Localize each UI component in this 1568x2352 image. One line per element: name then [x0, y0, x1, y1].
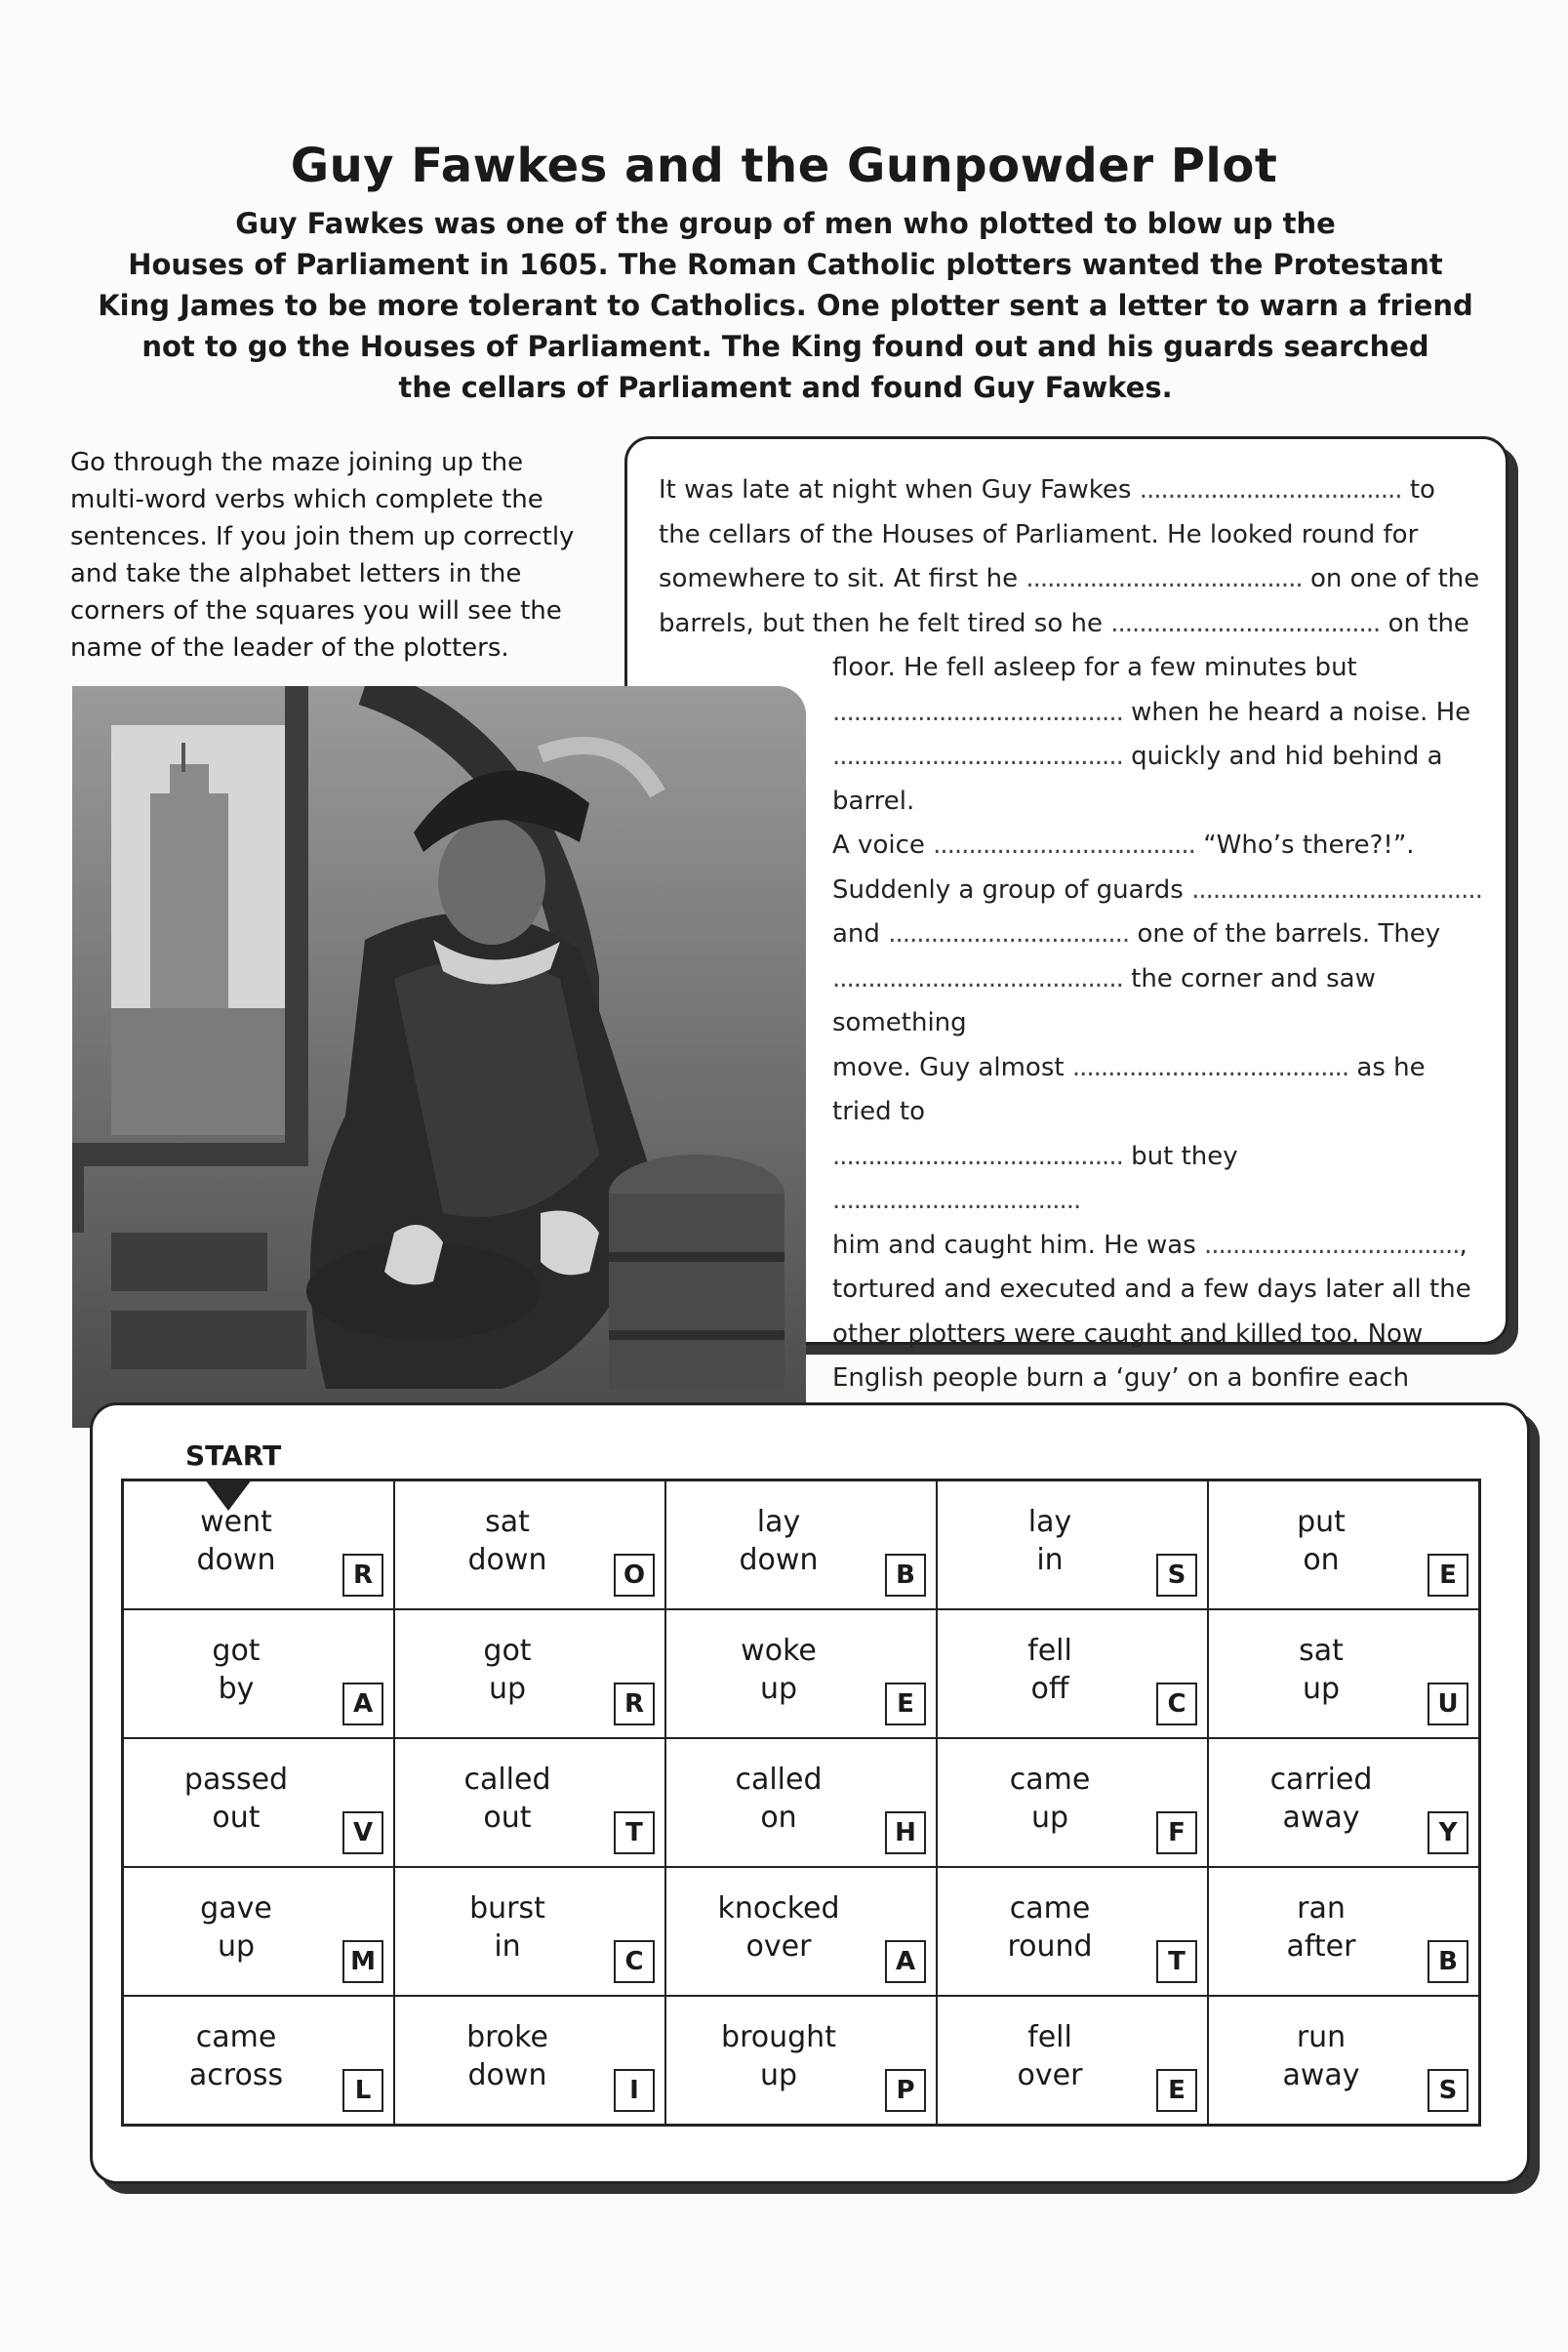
- maze-row: [123, 1480, 1480, 1610]
- verb-word: run: [1296, 2020, 1347, 2054]
- verb-particle: in: [1036, 1543, 1064, 1577]
- answer-blank[interactable]: .....................................: [1139, 475, 1402, 505]
- corner-letter: S: [1156, 1554, 1197, 1597]
- intro-line: not to go the Houses of Parliament. The King found out and his guards searched: [141, 330, 1429, 363]
- guy-fawkes-illustration: [72, 686, 806, 1428]
- story-text-segment: other plotters were caught and killed too. Now: [832, 1318, 1424, 1349]
- story-text-segment: the corner and saw something: [832, 963, 1376, 1037]
- maze-cell[interactable]: [1208, 1738, 1480, 1867]
- verb-particle: on: [760, 1801, 797, 1835]
- verb-particle: out: [483, 1801, 532, 1835]
- instruction-line: sentences. If you join them up correctly: [70, 522, 575, 551]
- verb-word: got: [212, 1634, 261, 1668]
- intro-line: Guy Fawkes was one of the group of men who plotted to blow up the: [235, 207, 1336, 240]
- instructions: [70, 444, 578, 667]
- verb-word: fell: [1027, 1634, 1072, 1668]
- corner-letter: I: [614, 2069, 655, 2112]
- verb-word: sat: [485, 1505, 530, 1539]
- story-text-segment: one of the barrels. They: [1137, 919, 1441, 949]
- story-text-segment: him and caught him. He was: [832, 1230, 1196, 1260]
- verb-particle: down: [467, 2058, 547, 2092]
- maze-cell[interactable]: [665, 1738, 937, 1867]
- story-text-segment: quickly and hid behind a barrel.: [832, 742, 1443, 816]
- story-text-segment: barrels, but then he felt tired so he: [659, 608, 1103, 638]
- verb-particle: on: [1303, 1543, 1340, 1577]
- story-text-segment: ,: [1459, 1230, 1467, 1260]
- maze-cell[interactable]: [665, 1480, 937, 1610]
- answer-blank[interactable]: .....................................: [933, 831, 1195, 860]
- maze-cell[interactable]: [1208, 1609, 1480, 1738]
- maze-cell[interactable]: [123, 1738, 395, 1867]
- maze-cell[interactable]: [394, 1738, 665, 1867]
- story-text-segment: when he heard a noise. He: [1131, 697, 1471, 727]
- verb-particle: up: [759, 1672, 798, 1706]
- maze-row: [123, 1738, 1480, 1867]
- instruction-line: and take the alphabet letters in the: [70, 559, 522, 588]
- intro-line: King James to be more tolerant to Catholics. One plotter sent a letter to warn a friend: [98, 289, 1473, 322]
- maze-cell[interactable]: [937, 1996, 1208, 2126]
- verb-word: put: [1297, 1505, 1346, 1539]
- corner-letter: F: [1156, 1811, 1197, 1854]
- maze-cell[interactable]: [1208, 1996, 1480, 2126]
- verb-particle: round: [1007, 1929, 1093, 1964]
- start-label: START: [185, 1440, 282, 1472]
- corner-letter: T: [1156, 1940, 1197, 1983]
- verb-word: went: [200, 1505, 272, 1539]
- verb-word: woke: [741, 1634, 817, 1668]
- verb-particle: in: [494, 1929, 521, 1964]
- maze-cell[interactable]: [665, 1609, 937, 1738]
- story-text-segment: to: [1409, 475, 1435, 505]
- answer-blank[interactable]: ...................................: [832, 1186, 1081, 1215]
- story-text-segment: A voice: [832, 831, 925, 860]
- verb-word: carried: [1269, 1763, 1373, 1797]
- maze-cell[interactable]: [937, 1867, 1208, 1996]
- verb-particle: up: [1030, 1801, 1069, 1835]
- instruction-line: Go through the maze joining up the: [70, 448, 524, 477]
- story-text-segment: somewhere to sit. At first he: [659, 564, 1019, 593]
- page-title: Guy Fawkes and the Gunpowder Plot: [290, 139, 1278, 193]
- verb-word: came: [195, 2020, 277, 2054]
- answer-blank[interactable]: .........................................: [832, 1141, 1123, 1171]
- verb-particle: over: [745, 1929, 812, 1964]
- corner-letter: L: [342, 2069, 383, 2112]
- corner-letter: H: [885, 1811, 926, 1854]
- story-text-segment: on the: [1387, 608, 1469, 638]
- maze-row: [123, 1996, 1480, 2126]
- corner-letter: C: [1156, 1683, 1197, 1725]
- verb-word: knocked: [717, 1891, 840, 1926]
- verb-particle: by: [218, 1672, 255, 1706]
- story-text-segment: Suddenly a group of guards: [832, 874, 1184, 905]
- verb-word: brought: [721, 2020, 836, 2054]
- story-text-segment: floor. He fell asleep for a few minutes but: [832, 653, 1357, 682]
- story-text-segment: tortured and executed and a few days later all the: [832, 1275, 1471, 1304]
- maze-cell[interactable]: [937, 1738, 1208, 1867]
- answer-blank[interactable]: ....................................: [1204, 1230, 1460, 1260]
- story-text-segment: and: [832, 919, 880, 949]
- answer-blank[interactable]: ..................................: [888, 919, 1130, 949]
- maze-cell[interactable]: [937, 1609, 1208, 1738]
- verb-particle: away: [1282, 2058, 1360, 2092]
- maze-cell[interactable]: [937, 1480, 1208, 1610]
- verb-word: sat: [1299, 1634, 1344, 1668]
- corner-letter: V: [342, 1811, 383, 1854]
- corner-letter: P: [885, 2069, 926, 2112]
- verb-particle: across: [188, 2058, 284, 2092]
- maze-row: [123, 1609, 1480, 1738]
- verb-word: came: [1009, 1891, 1091, 1926]
- verb-word: lay: [756, 1505, 801, 1539]
- verb-particle: over: [1017, 2058, 1083, 2092]
- story-text-segment: move. Guy almost: [832, 1052, 1065, 1082]
- verb-particle: out: [212, 1801, 261, 1835]
- corner-letter: A: [342, 1683, 383, 1725]
- corner-letter: B: [1427, 1940, 1468, 1983]
- corner-letter: C: [614, 1940, 655, 1983]
- verb-word: burst: [469, 1891, 545, 1926]
- corner-letter: E: [1427, 1554, 1468, 1597]
- corner-letter: M: [342, 1940, 383, 1983]
- corner-letter: S: [1427, 2069, 1468, 2112]
- verb-particle: up: [759, 2058, 798, 2092]
- answer-blank[interactable]: .......................................: [1025, 564, 1303, 593]
- verb-word: called: [463, 1763, 551, 1797]
- corner-letter: Y: [1427, 1811, 1468, 1854]
- maze-cell[interactable]: [123, 1867, 395, 1996]
- intro-line: Houses of Parliament in 1605. The Roman Catholic plotters wanted the Protestant: [128, 248, 1443, 281]
- maze-cell[interactable]: [394, 1480, 665, 1610]
- verb-particle: after: [1286, 1929, 1356, 1964]
- answer-blank[interactable]: .......................................: [1071, 1052, 1349, 1082]
- verb-word: ran: [1297, 1891, 1346, 1926]
- answer-blank[interactable]: .........................................: [1191, 874, 1482, 905]
- corner-letter: T: [614, 1811, 655, 1854]
- maze-cell[interactable]: [123, 1996, 395, 2126]
- verb-word: passed: [183, 1763, 289, 1797]
- instruction-line: multi-word verbs which complete the: [70, 485, 543, 514]
- intro-line: the cellars of Parliament and found Guy Fawkes.: [398, 371, 1173, 404]
- verb-word: lay: [1027, 1505, 1072, 1539]
- story-text-segment: It was late at night when Guy Fawkes: [659, 475, 1132, 505]
- maze-cell[interactable]: [665, 1996, 937, 2126]
- maze-cell[interactable]: [394, 1609, 665, 1738]
- intro-paragraph: [88, 203, 1483, 408]
- maze-cell[interactable]: [394, 1996, 665, 2126]
- corner-letter: U: [1427, 1683, 1468, 1725]
- verb-word: called: [735, 1763, 823, 1797]
- verb-word: gave: [200, 1891, 272, 1926]
- corner-letter: B: [885, 1554, 926, 1597]
- guy-fawkes-drawing: [72, 686, 806, 1428]
- maze-cell[interactable]: [1208, 1867, 1480, 1996]
- answer-blank[interactable]: .........................................: [832, 742, 1123, 771]
- story-text-segment: the cellars of the Houses of Parliament. He looked round for: [659, 519, 1419, 549]
- corner-letter: E: [1156, 2069, 1197, 2112]
- verb-word: came: [1009, 1763, 1091, 1797]
- verb-particle: up: [1302, 1672, 1341, 1706]
- verb-particle: down: [467, 1543, 547, 1577]
- verb-word: fell: [1027, 2020, 1072, 2054]
- story-text-segment: English people burn a ‘guy’ on a bonfire each: [832, 1363, 1410, 1393]
- verb-particle: up: [217, 1929, 256, 1964]
- corner-letter: O: [614, 1554, 655, 1597]
- answer-blank[interactable]: .........................................: [832, 697, 1123, 727]
- verb-particle: down: [196, 1543, 276, 1577]
- maze-cell[interactable]: [665, 1867, 937, 1996]
- instruction-line: corners of the squares you will see the: [70, 596, 562, 626]
- verb-particle: down: [739, 1543, 819, 1577]
- story-text-segment: on one of the: [1309, 564, 1480, 593]
- corner-letter: R: [614, 1683, 655, 1725]
- maze-cell[interactable]: [1208, 1480, 1480, 1610]
- verb-maze-grid: [121, 1479, 1481, 2127]
- answer-blank[interactable]: .........................................: [832, 963, 1123, 994]
- story-text-segment: as he tried to: [832, 1052, 1426, 1126]
- maze-cell[interactable]: [394, 1867, 665, 1996]
- verb-word: broke: [466, 2020, 548, 2054]
- corner-letter: A: [885, 1940, 926, 1983]
- verb-particle: away: [1282, 1801, 1360, 1835]
- verb-particle: off: [1030, 1672, 1069, 1706]
- corner-letter: R: [342, 1554, 383, 1597]
- verb-particle: up: [488, 1672, 527, 1706]
- instruction-line: name of the leader of the plotters.: [70, 633, 509, 663]
- verb-word: got: [483, 1634, 532, 1668]
- story-text-segment: “Who’s there?!”.: [1203, 831, 1415, 860]
- maze-cell[interactable]: [123, 1609, 395, 1738]
- answer-blank[interactable]: ......................................: [1110, 608, 1381, 638]
- corner-letter: E: [885, 1683, 926, 1725]
- maze-row: [123, 1867, 1480, 1996]
- story-text-segment: but they: [1131, 1141, 1238, 1171]
- maze-cell[interactable]: [123, 1480, 395, 1610]
